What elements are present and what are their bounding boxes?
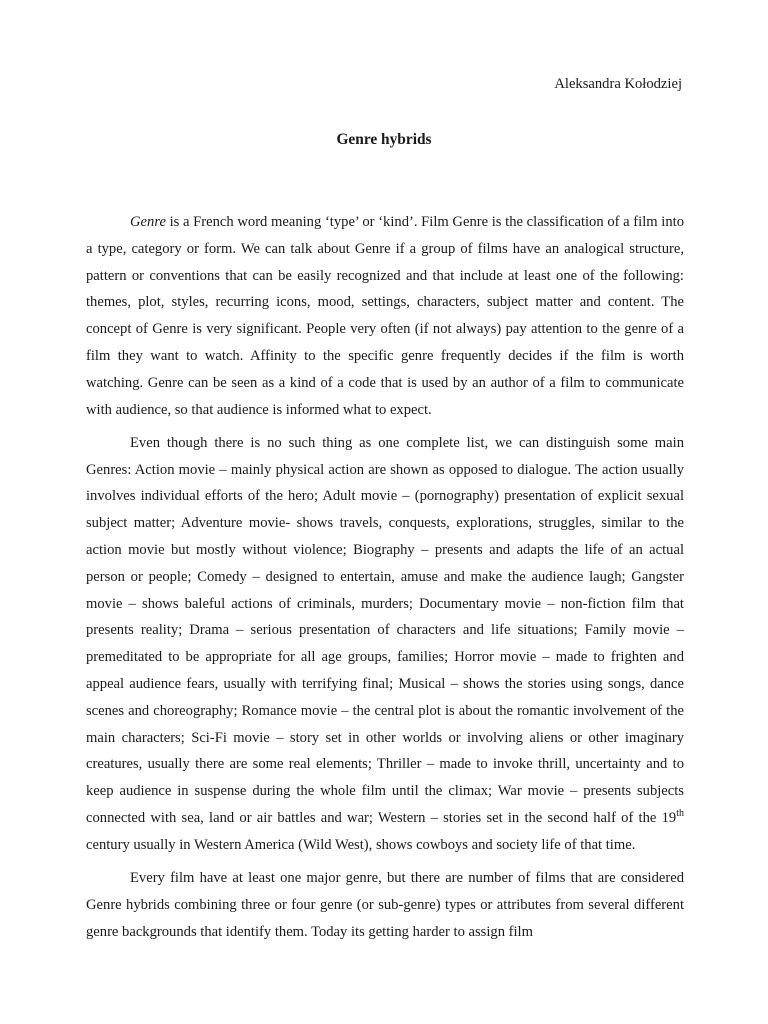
paragraph-text: is a French word meaning ‘type’ or ‘kind’. Film Genre is the classification of a film into a type, category or form. We can talk about Genre if a group of films have an analogical structure, pattern or conventions that can be easily recognized and that include at least one of the following: themes, plot, styles, recurring icons, mood, settings, characters, subject matter and content. The concept of Genre is very significant. People very often (if not always) pay attention to the genre of a film they want to watch. Affinity to the specific genre frequently decides if the film is worth watching. Genre can be seen as a kind of a code that is used by an author of a film to communicate with audience, so that audience is informed what to expect. bbox=[86, 214, 684, 418]
paragraph-genre-list bbox=[86, 430, 684, 859]
document-body bbox=[86, 209, 684, 952]
document-title: Genre hybrids bbox=[336, 131, 432, 148]
ordinal-superscript: th bbox=[676, 808, 684, 820]
paragraph-genre-definition bbox=[86, 209, 684, 423]
emphasized-word: Genre bbox=[130, 214, 166, 230]
paragraph-text: Even though there is no such thing as one complete list, we can distinguish some main Genres: Action movie – mainly physical action are shown as opposed to dialogue. The action usually involves individual efforts of the hero; Adult movie – (pornography) presentation of explicit sexual subject matter; Adventure movie- shows travels, conquests, explorations, struggles, similar to the action movie but mostly without violence; Biography – presents and adapts the life of an actual person or people; Comedy – designed to entertain, amuse and make the audience laugh; Gangster movie – shows baleful actions of criminals, murders; Documentary movie – non-fiction film that presents reality; Drama – serious presentation of characters and life situations; Family movie – premeditated to be appropriate for all age groups, families; Horror movie – made to frighten and appeal audience fears, usually with terrifying final; Musical – shows the stories using songs, dance scenes and choreography; Romance movie – the central plot is about the romantic involvement of the main characters; Sci-Fi movie – story set in other worlds or involving aliens or other imaginary creatures, usually there are some real elements; Thriller – made to invoke thrill, uncertainty and to keep audience in suspense during the whole film until the climax; War movie – presents subjects connected with sea, land or air battles and war; Western – stories set in the second half of the 19 bbox=[86, 434, 684, 827]
author-name: Aleksandra Kołodziej bbox=[554, 76, 682, 92]
paragraph-text: century usually in Western America (Wild West), shows cowboys and society life of that time. bbox=[86, 836, 636, 853]
paragraph-genre-hybrids: Every film have at least one major genre, but there are number of films that are considered Genre hybrids combining three or four genre (or sub-genre) types or attributes from several different genre backgrounds that identify them. Today its getting harder to assign film bbox=[86, 870, 684, 940]
